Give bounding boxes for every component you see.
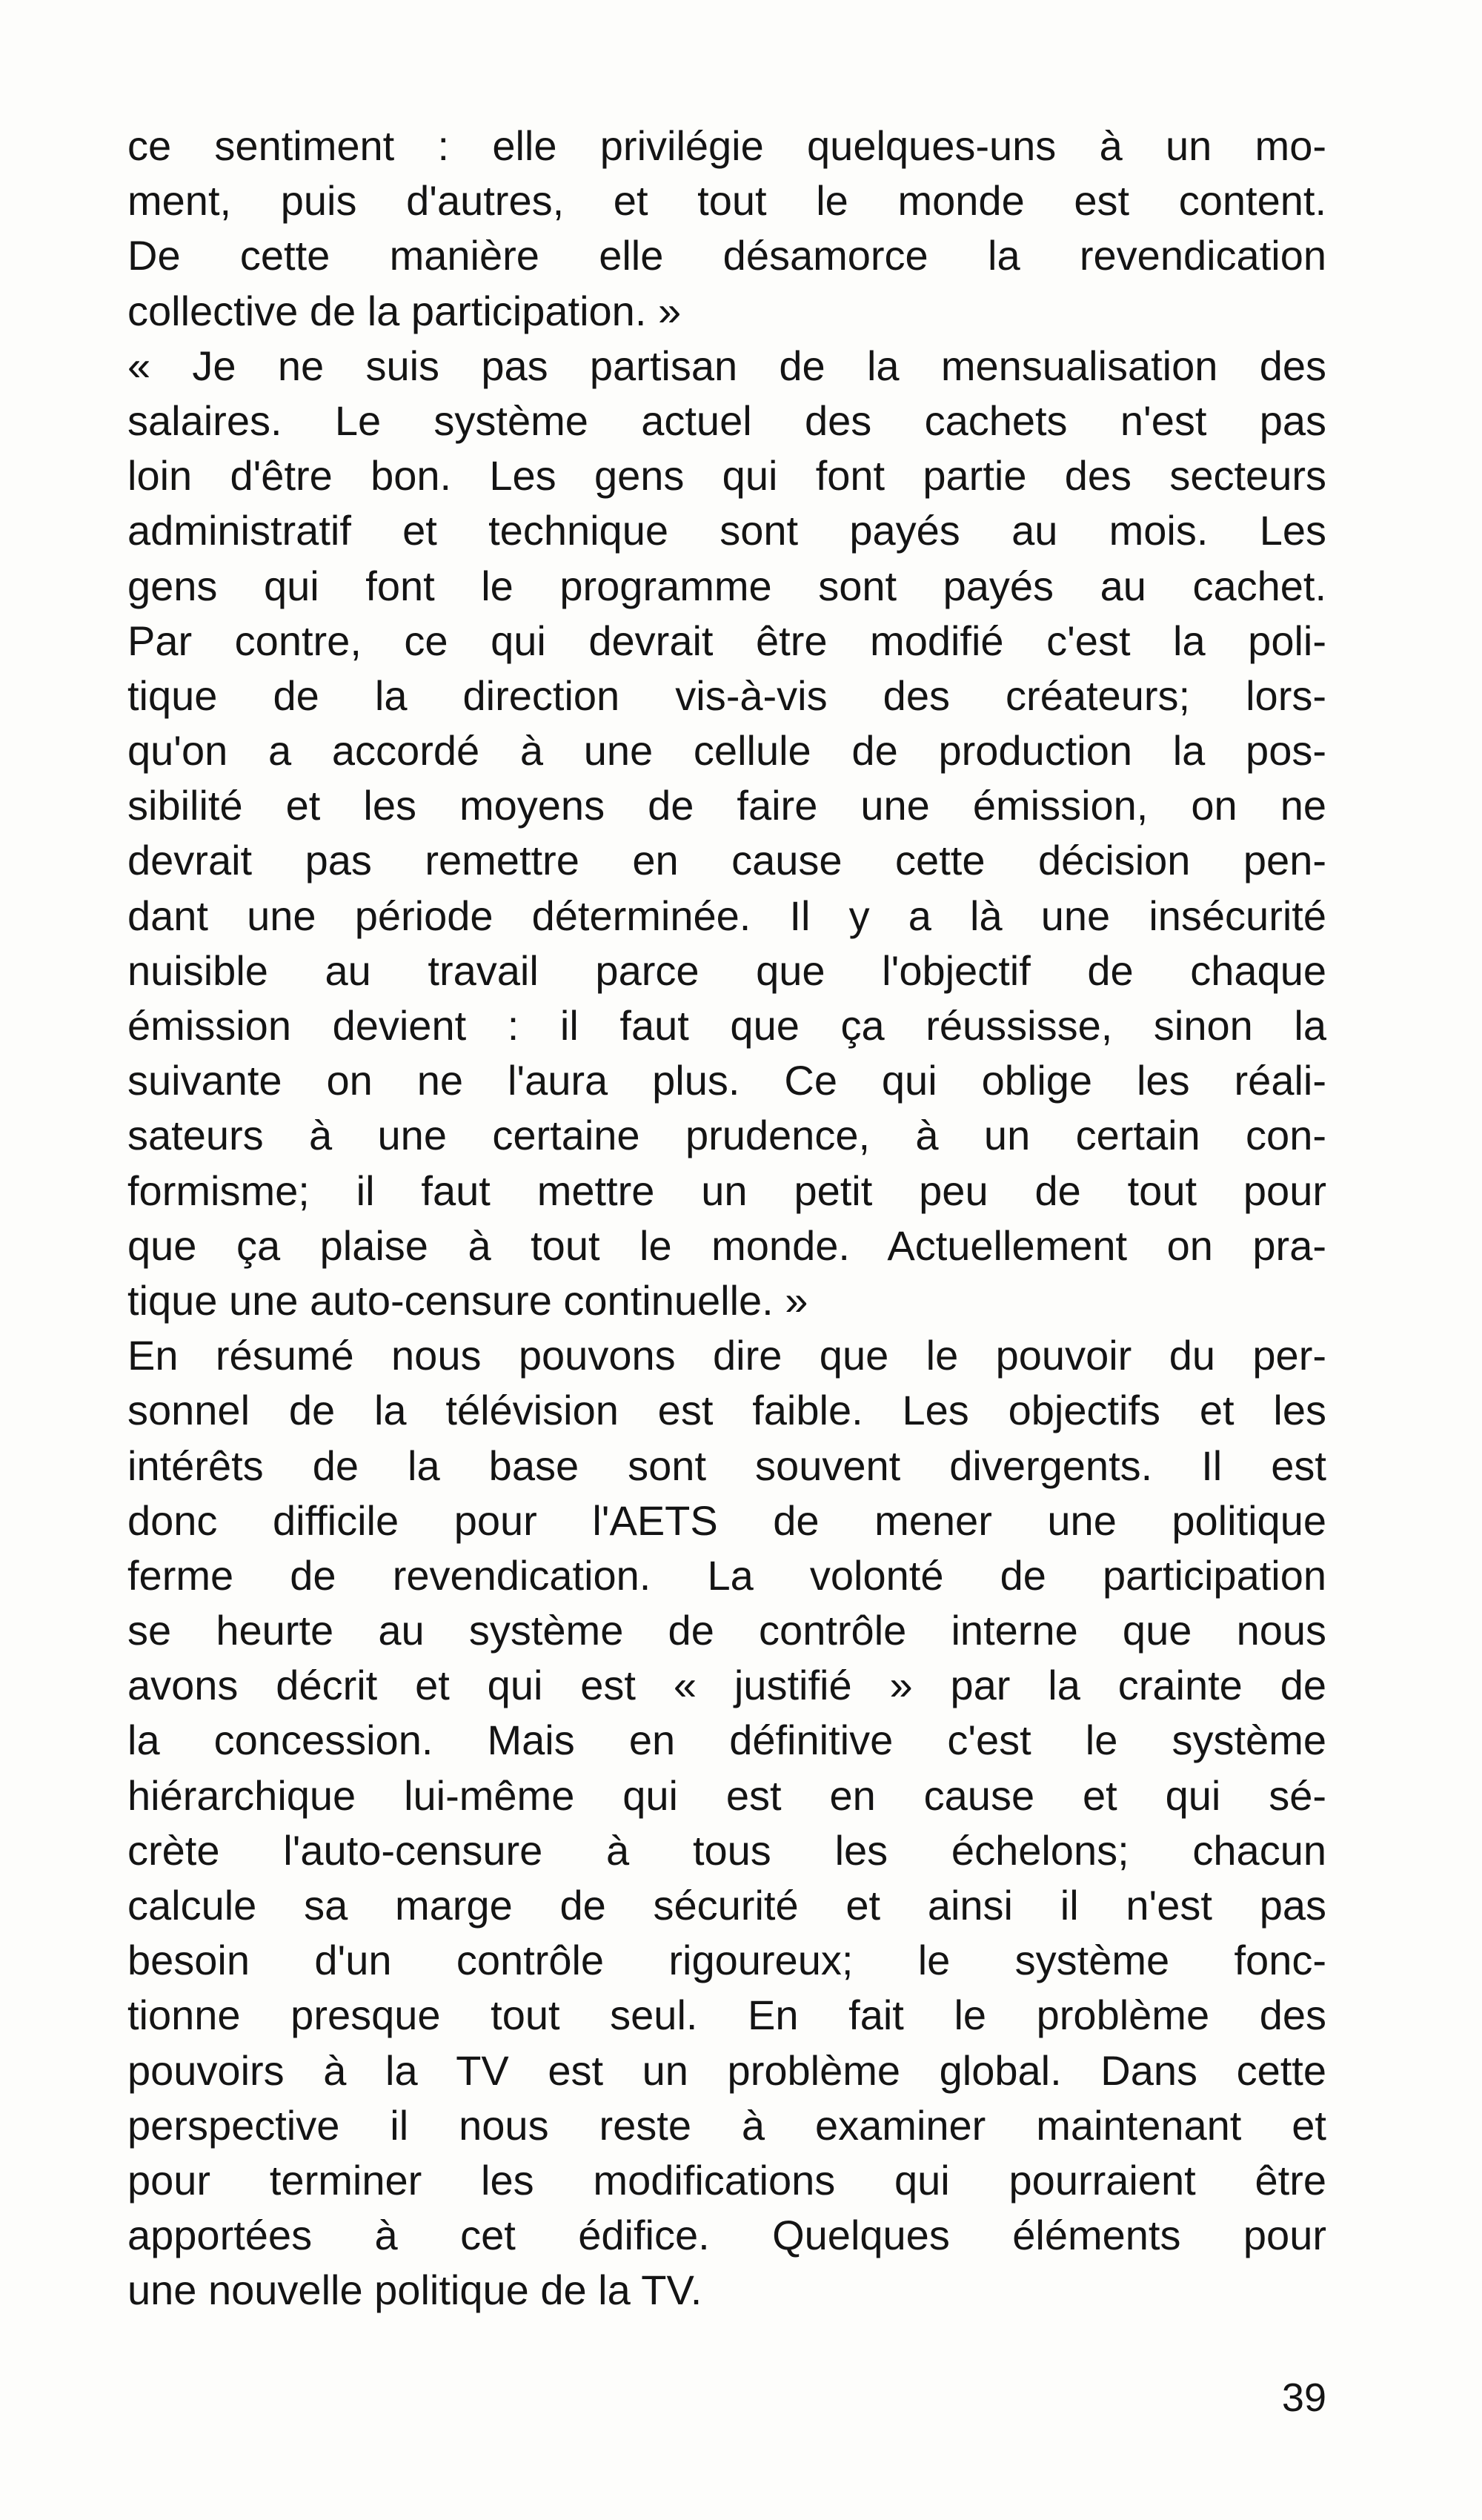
text-line: besoin d'un contrôle rigoureux; le système fonc-: [127, 1937, 1326, 1984]
text-line: sibilité et les moyens de faire une émission, on ne: [127, 782, 1326, 829]
text-line: donc difficile pour l'AETS de mener une politique: [127, 1496, 1326, 1544]
text-line: hiérarchique lui-même qui est en cause et qui sé-: [127, 1771, 1326, 1819]
text-line: ferme de revendication. La volonté de participation: [127, 1551, 1326, 1599]
text-line: nuisible au travail parce que l'objectif de chaque: [127, 946, 1326, 994]
text-line: tique de la direction vis-à-vis des créateurs; lors-: [127, 672, 1326, 719]
text-line: apportées à cet édifice. Quelques éléments pour: [127, 2212, 1326, 2259]
text-line: sonnel de la télévision est faible. Les objectifs et les: [127, 1387, 1326, 1434]
text-line: suivante on ne l'aura plus. Ce qui oblige les réali-: [127, 1057, 1326, 1104]
text-line: ce sentiment : elle privilégie quelques-uns à un mo-: [127, 122, 1326, 169]
text-line: intérêts de la base sont souvent divergents. Il est: [127, 1442, 1326, 1489]
text-line: qu'on a accordé à une cellule de production la pos-: [127, 727, 1326, 775]
text-line: pouvoirs à la TV est un problème global. Dans cette: [127, 2046, 1326, 2094]
text-line: calcule sa marge de sécurité et ainsi il n'est pas: [127, 1882, 1326, 1929]
text-line: De cette manière elle désamorce la revendication: [127, 232, 1326, 279]
text-line: collective de la participation. »: [127, 287, 682, 334]
paragraph: [127, 339, 1326, 1328]
text-line: la concession. Mais en définitive c'est le système: [127, 1717, 1326, 1764]
page-number: 39: [1281, 2375, 1326, 2420]
text-line: formisme; il faut mettre un petit peu de tout pour: [127, 1167, 1326, 1214]
text-line: perspective il nous reste à examiner maintenant et: [127, 2101, 1326, 2149]
text-line: En résumé nous pouvons dire que le pouvoir du per-: [127, 1332, 1326, 1379]
text-line: avons décrit et qui est « justifié » par la crainte de: [127, 1662, 1326, 1709]
paragraph: [127, 119, 1326, 339]
text-line: gens qui font le programme sont payés au cachet.: [127, 562, 1326, 609]
text-line: Par contre, ce qui devrait être modifié c'est la poli-: [127, 617, 1326, 664]
text-line: devrait pas remettre en cause cette décision pen-: [127, 837, 1326, 884]
text-line: salaires. Le système actuel des cachets n'est pas: [127, 397, 1326, 444]
body-text: [127, 119, 1326, 2318]
text-line: crète l'auto-censure à tous les échelons; chacun: [127, 1826, 1326, 1874]
text-line: sateurs à une certaine prudence, à un certain con-: [127, 1112, 1326, 1159]
text-line: se heurte au système de contrôle interne que nous: [127, 1607, 1326, 1654]
text-line: une nouvelle politique de la TV.: [127, 2267, 702, 2314]
text-line: que ça plaise à tout le monde. Actuellement on pra-: [127, 1221, 1326, 1269]
text-line: loin d'être bon. Les gens qui font partie des secteurs: [127, 452, 1326, 500]
text-line: administratif et technique sont payés au mois. Les: [127, 507, 1326, 554]
text-line: émission devient : il faut que ça réussisse, sinon la: [127, 1002, 1326, 1049]
text-line: « Je ne suis pas partisan de la mensualisation des: [127, 342, 1326, 389]
text-line: tique une auto-censure continuelle. »: [127, 1276, 808, 1324]
text-line: dant une période déterminée. Il y a là une insécurité: [127, 892, 1326, 939]
paragraph: [127, 1328, 1326, 2318]
text-line: pour terminer les modifications qui pourraient être: [127, 2156, 1326, 2204]
text-line: ment, puis d'autres, et tout le monde est content.: [127, 177, 1326, 225]
text-line: tionne presque tout seul. En fait le problème des: [127, 1992, 1326, 2039]
